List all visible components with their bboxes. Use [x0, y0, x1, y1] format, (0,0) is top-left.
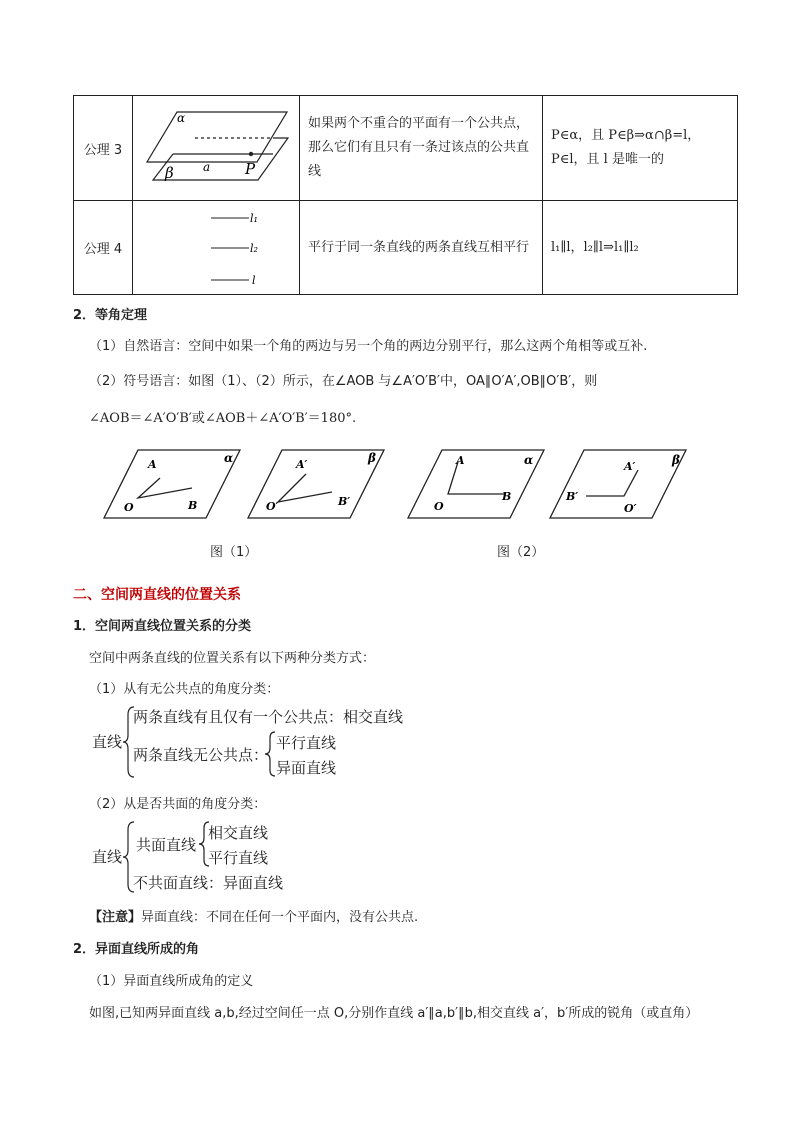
axiom-symbol: l₁∥l，l₂∥l⇒l₁∥l₂ — [543, 201, 738, 295]
tree-item: 平行直线 — [208, 849, 269, 867]
axiom4-figure — [133, 201, 300, 295]
table-row — [74, 96, 738, 201]
figure-label: l — [252, 273, 256, 287]
formula: ∠AOB＝∠A′O′B′或∠AOB＋∠A′O′B′＝180°. — [89, 411, 357, 426]
tree-item: 两条直线无公共点： — [133, 746, 269, 764]
section-heading: 2．异面直线所成的角 — [73, 942, 200, 957]
figure-label: O′ — [266, 500, 279, 513]
axiom-name: 公理 4 — [74, 201, 133, 295]
figure-label: P — [245, 160, 256, 178]
equal-angle-figures — [100, 448, 700, 524]
figure-label: α — [524, 453, 534, 467]
figure-label: B′ — [566, 490, 579, 503]
figure-caption: 图（1） — [210, 545, 258, 560]
figure-label: l₁ — [250, 211, 258, 225]
figure-label: α — [177, 111, 186, 125]
paragraph: （1）自然语言：空间中如果一个角的两边与另一个角的两边分别平行，那么这两个角相等或互补. — [89, 339, 648, 354]
figure-label: B — [188, 499, 198, 512]
tree-item: 相交直线 — [208, 824, 269, 842]
axiom-table — [73, 95, 738, 295]
figure-label: O — [434, 500, 444, 513]
axiom-symbol: P∈α，且 P∈β⇒α∩β=l，P∈l，且 l 是唯一的 — [543, 96, 738, 201]
paragraph: （2）从是否共面的角度分类： — [89, 797, 267, 812]
figure-label: B′ — [338, 495, 351, 508]
part-heading: 二、空间两直线的位置关系 — [73, 587, 241, 603]
note-text: 异面直线：不同在任何一个平面内，没有公共点. — [141, 910, 419, 925]
note-label: 【注意】 — [89, 910, 142, 925]
figure-caption: 图（2） — [497, 545, 545, 560]
tree-root: 直线 — [92, 848, 123, 866]
figure-label: β — [368, 451, 376, 465]
figure-label: A — [456, 454, 465, 467]
axiom-text: 如果两个不重合的平面有一个公共点，那么它们有且只有一条过该点的公共直线 — [300, 96, 543, 201]
paragraph: （1）异面直线所成角的定义 — [89, 974, 254, 989]
table-row — [74, 201, 738, 295]
figure-label: A′ — [296, 458, 308, 471]
tree-item: 异面直线 — [276, 759, 337, 777]
figure-label: A′ — [624, 460, 636, 473]
brace-icon — [264, 730, 276, 778]
axiom3-figure — [133, 96, 300, 201]
paragraph: （1）从有无公共点的角度分类： — [89, 682, 280, 697]
tree-item: 不共面直线：异面直线 — [133, 874, 284, 892]
tree-root: 直线 — [92, 733, 123, 751]
figure-label: l₂ — [250, 241, 258, 255]
figure-label: β — [165, 164, 174, 182]
figure-label: O — [124, 501, 134, 514]
axiom-name: 公理 3 — [74, 96, 133, 201]
tree-item: 两条直线有且仅有一个公共点：相交直线 — [133, 708, 404, 726]
figure-label: β — [672, 453, 680, 467]
axiom-text: 平行于同一条直线的两条直线互相平行 — [300, 201, 543, 295]
note — [89, 906, 418, 925]
section-heading: 1．空间两直线位置关系的分类 — [73, 619, 252, 634]
paragraph: （2）符号语言：如图（1）、（2）所示，在∠AOB 与∠A′O′B′中，OA∥O′A′,OB∥O′B′，则 — [89, 374, 598, 389]
figure-label: O′ — [624, 502, 637, 515]
paragraph: 空间中两条直线的位置关系有以下两种分类方式： — [89, 651, 376, 666]
section-heading: 2．等角定理 — [73, 308, 148, 323]
figure-label: a — [203, 160, 211, 174]
tree-item: 平行直线 — [276, 734, 337, 752]
figure-label: B — [502, 490, 512, 503]
paragraph: 如图,已知两异面直线 a,b,经过空间任一点 O,分别作直线 a′∥a,b′∥b,相交直线 a′，b′所成的锐角（或直角） — [89, 1006, 699, 1021]
figure-label: α — [224, 451, 234, 465]
figure-label: A — [148, 458, 157, 471]
tree-item: 共面直线 — [136, 836, 197, 854]
